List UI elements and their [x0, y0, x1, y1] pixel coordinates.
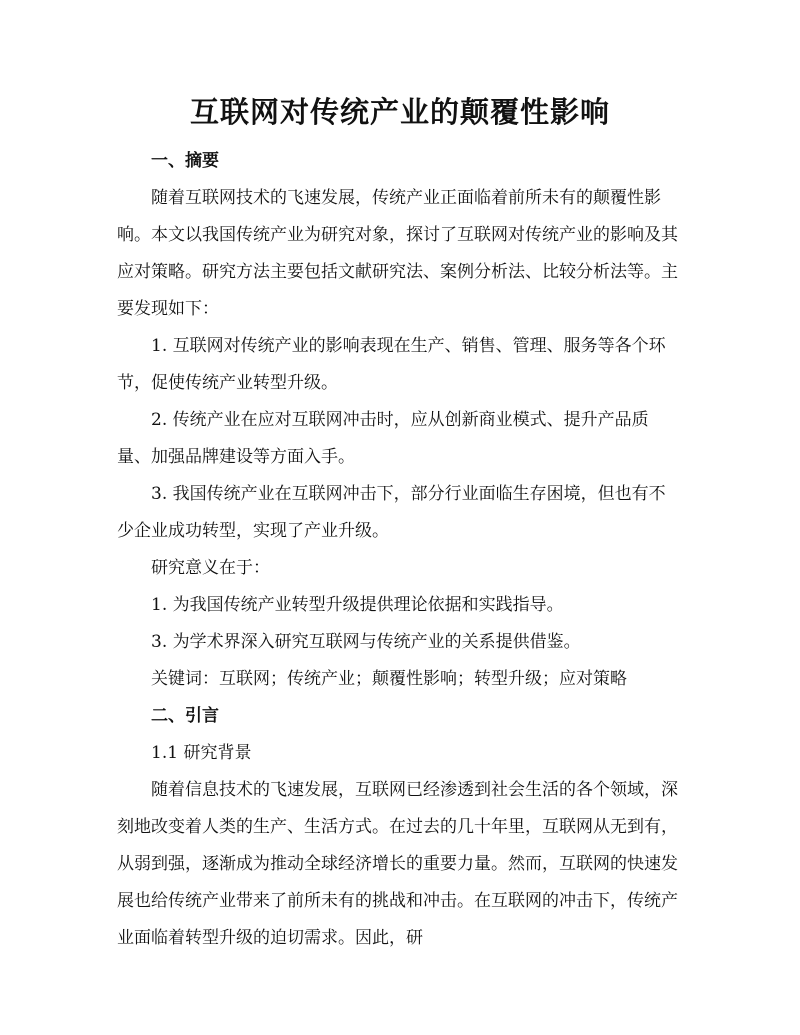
document-body: [117, 143, 682, 957]
significance-item-3: 3. 为学术界深入研究互联网与传统产业的关系提供借鉴。: [151, 632, 581, 652]
abstract-paragraph: 随着互联网技术的飞速发展，传统产业正面临着前所未有的颠覆性影响。本文以我国传统产业为研究对象，探讨了互联网对传统产业的影响及其应对策略。研究方法主要包括文献研究法、案例分析法、比较分析法等。主要发现如下：: [117, 188, 678, 319]
section-heading-abstract: 一、摘要: [151, 151, 219, 171]
keywords-line: 关键词：互联网；传统产业；颠覆性影响；转型升级；应对策略: [151, 669, 627, 689]
finding-item-3: 3. 我国传统产业在互联网冲击下，部分行业面临生存困境，但也有不少企业成功转型，实现了产业升级。: [117, 484, 666, 541]
document-title: 互联网对传统产业的颠覆性影响: [189, 95, 610, 129]
finding-item-1: 1. 互联网对传统产业的影响表现在生产、销售、管理、服务等各个环节，促使传统产业转型升级。: [117, 336, 666, 393]
significance-item-1: 1. 为我国传统产业转型升级提供理论依据和实践指导。: [151, 595, 564, 615]
background-paragraph: 随着信息技术的飞速发展，互联网已经渗透到社会生活的各个领域，深刻地改变着人类的生产、生活方式。在过去的几十年里，互联网从无到有，从弱到强，逐渐成为推动全球经济增长的重要力量。然而，互联网的快速发展也给传统产业带来了前所未有的挑战和冲击。在互联网的冲击下，传统产业面临着转型升级的迫切需求。因此，研: [117, 780, 678, 948]
significance-label: 研究意义在于：: [151, 558, 270, 578]
section-heading-introduction: 二、引言: [151, 706, 219, 726]
subsection-heading-background: 1.1 研究背景: [151, 743, 252, 763]
finding-item-2: 2. 传统产业在应对互联网冲击时，应从创新商业模式、提升产品质量、加强品牌建设等方面入手。: [117, 410, 649, 467]
